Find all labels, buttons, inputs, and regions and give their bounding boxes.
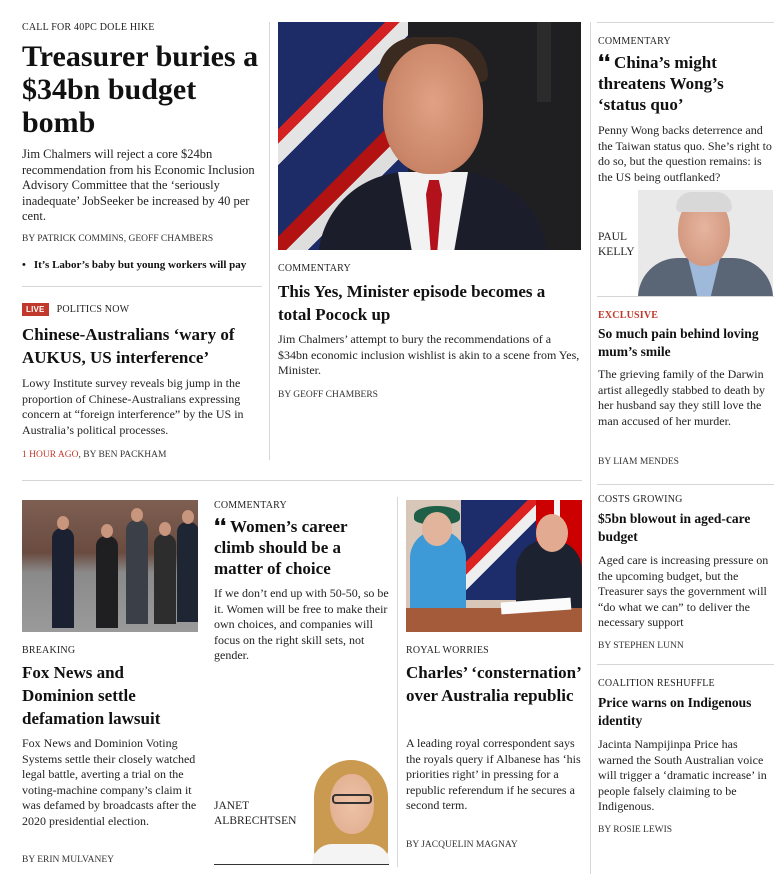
fox-headline[interactable]: Fox News and Dominion settle defamation lawsuit [22,663,161,728]
aukus-kicker-row [22,303,129,316]
mum-byline: BY LIAM MENDES [598,457,679,467]
aukus-standfirst: Lowy Institute survey reveals big jump in the proportion of Chinese-Australians expressing concern at “foreign interference” by the US in Australia’s political processes. [22,376,244,437]
agedcare-byline: BY STEPHEN LUNN [598,641,684,651]
price-byline: BY ROSIE LEWIS [598,825,673,835]
chalmers-photo[interactable] [278,22,581,250]
lead-related-link[interactable]: • It’s Labor’s baby but young workers will pay [22,259,266,271]
lead-kicker: CALL FOR 40PC DOLE HIKE [22,22,155,33]
janet-albrechtsen-photo [312,760,390,864]
price-standfirst: Jacinta Nampijinpa Price has warned the South Australian voice will trigger a ‘dramatic increase’ in people falsely claiming to be Indigenous. [598,737,767,813]
price-kicker: COALITION RESHUFFLE [598,678,715,689]
fox-dominion-photo[interactable] [22,500,198,632]
paul-kelly-photo [638,190,773,296]
author-last-name: ALBRECHTSEN [214,815,297,827]
china-headline[interactable] [598,52,774,115]
career-headline-text: Women’s career climb should be a matter of choice [214,517,348,578]
agedcare-headline[interactable]: $5bn blowout in aged-care budget [598,511,751,544]
charles-kicker: ROYAL WORRIES [406,645,489,656]
china-kicker: COMMENTARY [598,36,671,47]
china-headline-text: China’s might threatens Wong’s ‘status quo’ [598,53,724,114]
aukus-time: 1 HOUR AGO [22,450,79,460]
career-headline[interactable] [214,516,390,579]
quote-icon: ❛❛ [598,52,611,73]
author-first-name: PAUL [598,231,627,243]
charles-standfirst: A leading royal correspondent says the royals query if Albanese has ‘his priorities right’ in pressing for a republic referendum if he secures a second term. [406,736,581,812]
pocock-standfirst: Jim Chalmers’ attempt to bury the recommendations of a $34bn economic inclusion wishlist is akin to a scene from Yes, Minister. [278,332,580,377]
pocock-kicker: COMMENTARY [278,263,351,274]
author-last-name: KELLY [598,246,635,258]
career-author[interactable] [214,799,296,829]
royal-photo[interactable] [406,500,582,632]
fox-byline: BY ERIN MULVANEY [22,855,115,865]
quote-icon: ❛❛ [214,516,227,537]
charles-headline[interactable]: Charles’ ‘consternation’ over Australia republic [406,663,581,705]
fox-standfirst: Fox News and Dominion Voting Systems settle their closely watched legal battle, averting a trial on the voting-machine company’s claim it was defamed by broadcasts after the 2020 presidential election. [22,736,197,828]
aukus-byline [22,450,166,460]
aukus-kicker: POLITICS NOW [56,303,130,315]
pocock-byline: BY GEOFF CHAMBERS [278,390,378,400]
china-author[interactable] [598,230,635,260]
mum-standfirst: The grieving family of the Darwin artist allegedly stabbed to death by her husband say they still love the man accused of her murder. [598,367,765,428]
mum-headline[interactable]: So much pain behind loving mum’s smile [598,326,759,359]
mum-kicker: EXCLUSIVE [598,310,659,321]
career-standfirst: If we don’t end up with 50-50, so be it. Women will be free to make their own choices, and companies will focus on the right skill sets, not gender. [214,586,389,662]
pocock-headline[interactable]: This Yes, Minister episode becomes a total Pocock up [278,282,546,324]
china-standfirst: Penny Wong backs deterrence and the Taiwan status quo. She’s right to do so, but the question remains: is the US being outflanked? [598,123,772,184]
lead-byline: BY PATRICK COMMINS, GEOFF CHAMBERS [22,234,214,244]
lead-standfirst: Jim Chalmers will reject a core $24bn recommendation from his Economic Inclusion Advisory Committee that the ‘seriously inadequate’ JobSeeker be increased by 40 per cent. [22,147,255,223]
agedcare-kicker: COSTS GROWING [598,494,683,505]
author-first-name: JANET [214,800,250,812]
aukus-headline[interactable]: Chinese-Australians ‘wary of AUKUS, US interference’ [22,325,235,367]
charles-byline: BY JACQUELIN MAGNAY [406,840,518,850]
lead-headline[interactable]: Treasurer buries a $34bn budget bomb [22,40,259,139]
price-headline[interactable]: Price warns on Indigenous identity [598,695,752,728]
agedcare-standfirst: Aged care is increasing pressure on the upcoming budget, but the Treasurer says the government will “do what we can” to deliver the necessary support [598,553,769,629]
fox-kicker: BREAKING [22,645,76,656]
career-kicker: COMMENTARY [214,500,287,511]
aukus-author: , BY BEN PACKHAM [78,450,167,460]
live-badge: LIVE [22,303,49,316]
